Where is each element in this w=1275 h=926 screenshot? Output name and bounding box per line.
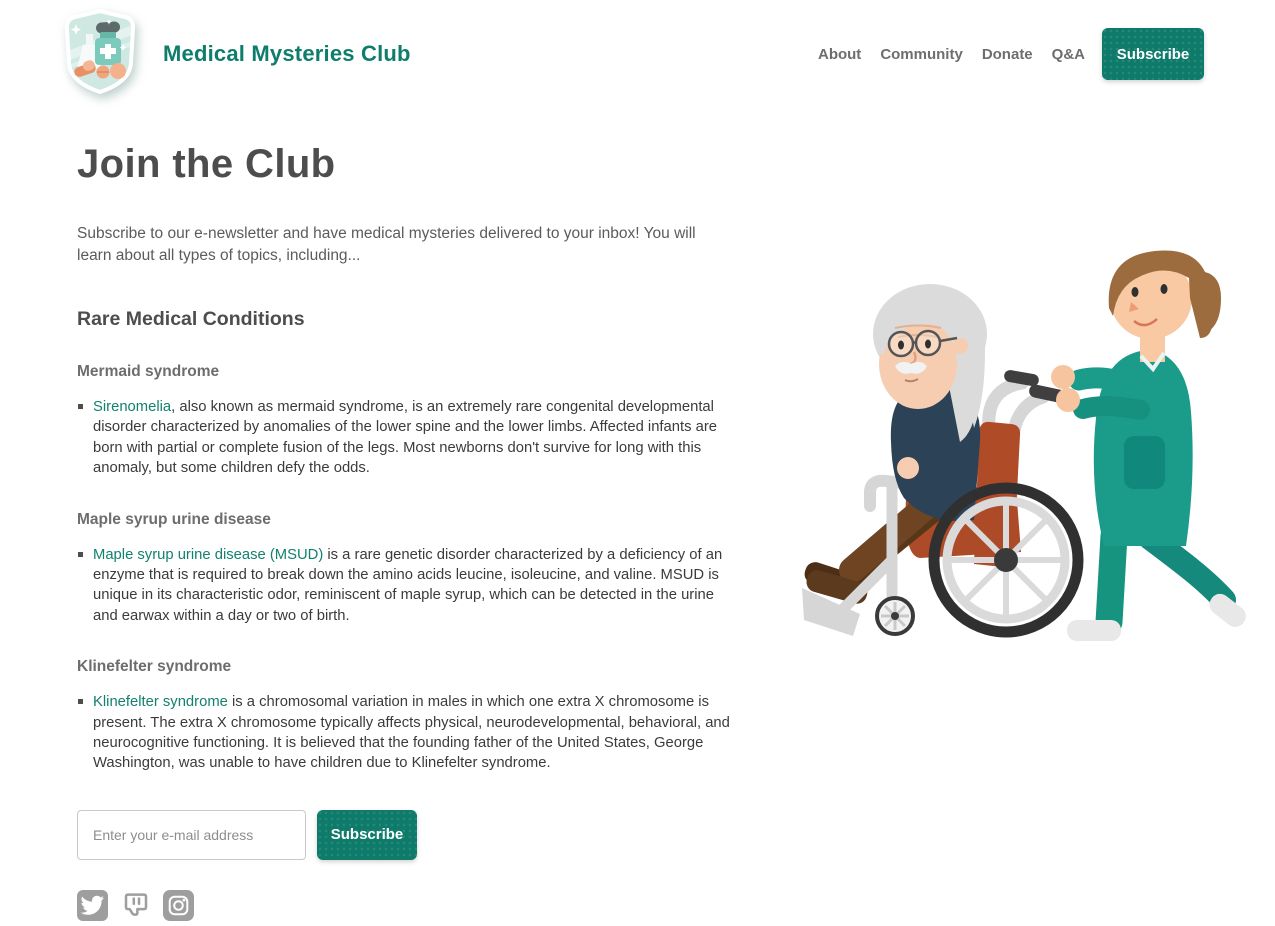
main-nav — [799, 28, 1204, 80]
social-links — [77, 890, 739, 921]
nav-item-qa[interactable]: Q&A — [1051, 45, 1085, 63]
condition-text: is a rare genetic disorder characterized by a deficiency of an enzyme that is required to break down the amino acids leucine, isoleucine, and valine. MSUD is unique in its characteristic odor, reminiscent of maple syrup, which can be detected in the urine and earwax within a day or two of birth. — [93, 546, 723, 624]
nav-item-about[interactable]: About — [817, 45, 862, 63]
subscribe-form — [77, 810, 739, 860]
header — [0, 0, 1275, 102]
condition-text: is a chromosomal variation in males in which one extra X chromosome is present. The extra X chromosome typically affects physical, neurodevelopmental, behavioral, and neurocognitive functioning. It is believed that the founding father of the United States, George Washington, was unable to have children due to Klinefelter syndrome. — [93, 694, 730, 772]
condition-link-msud[interactable]: Maple syrup urine disease (MSUD) — [93, 546, 324, 563]
condition-list — [77, 397, 739, 479]
twitter-icon — [77, 890, 108, 921]
email-input[interactable] — [77, 810, 306, 860]
section-title: Rare Medical Conditions — [77, 307, 305, 330]
condition-heading: Maple syrup urine disease — [77, 510, 271, 528]
form-subscribe-button[interactable]: Subscribe — [317, 810, 417, 860]
brand-name[interactable]: Medical Mysteries Club — [163, 41, 411, 66]
main-content — [77, 142, 739, 921]
condition-heading: Klinefelter syndrome — [77, 658, 232, 676]
page-title: Join the Club — [77, 142, 336, 186]
condition-text: , also known as mermaid syndrome, is an extremely rare congenital developmental disorder characterized by anomalies of the lower spine and the lower limbs. Affected infants are born with partial or complete fusion of the legs. Most newborns don't survive for long with this anomaly, but some children defy the odds. — [93, 398, 717, 477]
nav-item-donate[interactable]: Donate — [981, 45, 1033, 63]
condition-maple-syrup-urine-disease — [77, 511, 739, 627]
nav-item-community[interactable]: Community — [880, 45, 963, 63]
instagram-icon — [163, 890, 194, 921]
twitter-link[interactable] — [77, 890, 108, 921]
twitch-icon — [120, 890, 151, 921]
condition-klinefelter-syndrome — [77, 658, 739, 774]
illustration-nurse-wheelchair — [790, 236, 1250, 656]
condition-list — [77, 545, 739, 627]
nurse-wheelchair-drawing — [790, 236, 1250, 656]
twitch-link[interactable] — [120, 890, 151, 921]
condition-heading: Mermaid syndrome — [77, 362, 220, 380]
condition-mermaid-syndrome — [77, 363, 739, 479]
intro-text: Subscribe to our e-newsletter and have medical mysteries delivered to your inbox! You will learn about all types of topics, including... — [77, 225, 696, 265]
nav-subscribe-button[interactable]: Subscribe — [1102, 28, 1204, 80]
condition-link-klinefelter[interactable]: Klinefelter syndrome — [93, 694, 228, 711]
condition-bullet — [77, 692, 739, 774]
shield-medical-logo-icon — [62, 9, 138, 95]
condition-bullet — [77, 545, 739, 627]
brand-logo[interactable] — [62, 9, 138, 100]
condition-bullet — [77, 397, 739, 479]
condition-link-sirenomelia[interactable]: Sirenomelia — [93, 398, 172, 415]
instagram-link[interactable] — [163, 890, 194, 921]
condition-list — [77, 692, 739, 774]
